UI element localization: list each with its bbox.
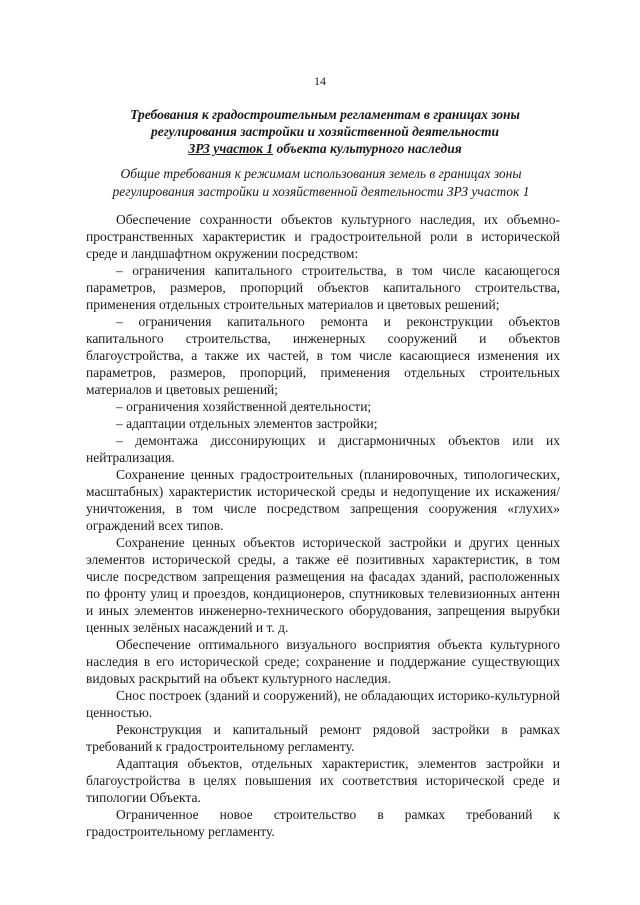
paragraph-2: Сохранение ценных градостроительных (планировочных, типологических, масштабных) характеристик исторической среды и недопущение их искажения/ уничтожения, в том числе посредством запрещения сооружения «глухих» ограждений всех типов.	[86, 467, 560, 533]
list-item-3: – ограничения хозяйственной деятельности;	[116, 399, 372, 414]
list-item-5: – демонтажа диссонирующих и дисгармоничных объектов или их нейтрализация.	[86, 433, 560, 465]
paragraph-7: Адаптация объектов, отдельных характеристик, элементов застройки и благоустройства в целях повышения их соответствия исторической среде и типологии Объекта.	[86, 756, 560, 805]
paragraph-3: Сохранение ценных объектов исторической застройки и других ценных элементов исторической среды, а также её позитивных характеристик, в том числе посредством запрещения размещения на фасадах зданий, расположенных по фронту улиц и проездов, кондиционеров, спутниковых телевизионных антенн и иных элементов инженерно-технического оборудования, запрещения вырубки ценных зелёных насаждений и т. д.	[86, 535, 560, 635]
title-line-1: Требования к градостроительным регламентам в границах зоны	[130, 107, 520, 122]
title-line-3-rest: объекта культурного наследия	[273, 141, 462, 156]
paragraph-8: Ограниченное новое строительство в рамках требований к градостроительному регламенту.	[86, 807, 560, 839]
list-item-4: – адаптации отдельных элементов застройки;	[116, 416, 378, 431]
list-item-1: – ограничения капитального строительства, в том числе касающегося параметров, размеров, пропорций объектов капитального строительства, применения отдельных строительных материалов и цветовых решений;	[86, 263, 560, 312]
paragraph-5: Снос построек (зданий и сооружений), не обладающих историко-культурной ценностью.	[86, 688, 560, 720]
title-line-3	[90, 140, 560, 157]
section-title	[90, 106, 560, 157]
subsection-title: Общие требования к режимам использования земель в границах зоны регулирования застройки и хозяйственной деятельности ЗРЗ участок 1	[112, 166, 530, 199]
paragraph-1: Обеспечение сохранности объектов культурного наследия, их объемно-пространственных характеристик и градостроительной роли в исторической среде и ландшафтном окружении посредством:	[86, 212, 560, 261]
document-body	[86, 211, 560, 840]
page-number: 14	[314, 74, 326, 88]
paragraph-4: Обеспечение оптимального визуального восприятия объекта культурного наследия в его исторической среде; сохранение и поддержание существующих видовых раскрытий на объект культурного наследия.	[86, 637, 560, 686]
title-line-2: регулирования застройки и хозяйственной деятельности	[150, 124, 500, 139]
list-item-2: – ограничения капитального ремонта и реконструкции объектов капитального строительства, инженерных сооружений и объектов благоустройства, а также их частей, в том числе касающиеся изменения их параметров, размеров, пропорций, применения отдельных строительных материалов и цветовых решений;	[86, 314, 560, 397]
zone-name: ЗРЗ участок 1	[188, 141, 274, 156]
paragraph-6: Реконструкция и капитальный ремонт рядовой застройки в рамках требований к градостроительному регламенту.	[86, 722, 560, 754]
